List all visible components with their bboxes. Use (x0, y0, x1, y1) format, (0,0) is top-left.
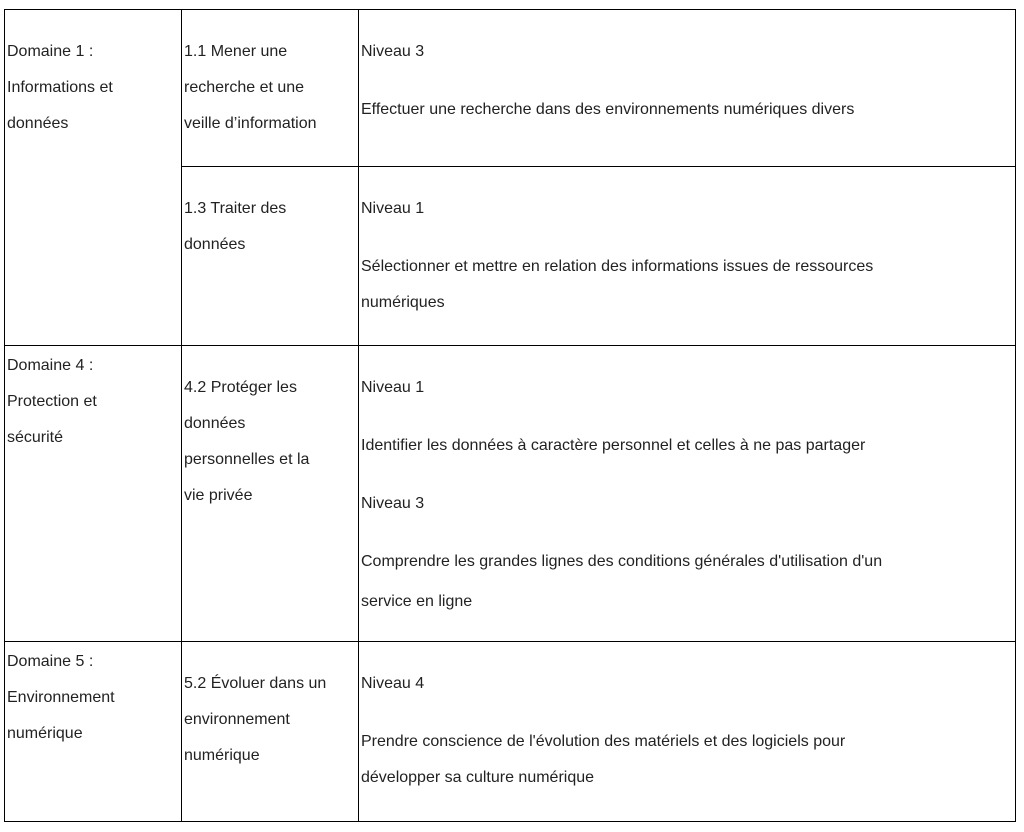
competence-line: 5.2 Évoluer dans un (184, 675, 327, 692)
level-description: Identifier les données à caractère personnel et celles à ne pas partager (361, 437, 866, 454)
level-label: Niveau 1 (361, 379, 425, 396)
domain-line: sécurité (7, 429, 64, 446)
level-description: Sélectionner et mettre en relation des informations issues de ressources (361, 258, 874, 275)
competence-line: données (184, 236, 246, 253)
competence-line: 4.2 Protéger les (184, 379, 297, 396)
competence-cell (182, 10, 359, 167)
domain-line: Domaine 5 : (7, 653, 94, 670)
level-description: développer sa culture numérique (361, 769, 595, 786)
competence-line: personnelles et la (184, 451, 310, 468)
competence-line: données (184, 415, 246, 432)
level-label: Niveau 4 (361, 675, 425, 692)
domain-cell (5, 642, 182, 822)
domain-line: Domaine 4 : (7, 357, 94, 374)
table-row (5, 642, 1016, 822)
level-description: Effectuer une recherche dans des environnements numériques divers (361, 101, 855, 118)
level-cell (359, 10, 1016, 167)
domain-line: numérique (7, 725, 83, 742)
level-description: numériques (361, 294, 445, 311)
competence-cell (182, 346, 359, 642)
domain-line: données (7, 115, 69, 132)
level-label: Niveau 3 (361, 43, 425, 60)
competence-line: veille d’information (184, 115, 317, 132)
table-row (5, 10, 1016, 167)
domain-line: Environnement (7, 689, 115, 706)
competence-line: environnement (184, 711, 290, 728)
level-cell (359, 167, 1016, 346)
domain-cell (5, 346, 182, 642)
domain-line: Informations et (7, 79, 113, 96)
domain-cell (5, 10, 182, 346)
domain-line: Domaine 1 : (7, 43, 94, 60)
level-cell (359, 346, 1016, 642)
competence-table (4, 9, 1016, 822)
level-description: service en ligne (361, 593, 473, 610)
level-cell (359, 642, 1016, 822)
competence-cell (182, 642, 359, 822)
domain-line: Protection et (7, 393, 97, 410)
competence-line: recherche et une (184, 79, 305, 96)
table-row (5, 346, 1016, 642)
level-description: Comprendre les grandes lignes des conditions générales d'utilisation d'un (361, 553, 883, 570)
competence-line: 1.1 Mener une (184, 43, 288, 60)
level-description: Prendre conscience de l'évolution des matériels et des logiciels pour (361, 733, 846, 750)
competence-line: vie privée (184, 487, 253, 504)
competence-cell (182, 167, 359, 346)
level-label: Niveau 1 (361, 200, 425, 217)
level-label: Niveau 3 (361, 495, 425, 512)
competence-line: 1.3 Traiter des (184, 200, 287, 217)
competence-line: numérique (184, 747, 260, 764)
